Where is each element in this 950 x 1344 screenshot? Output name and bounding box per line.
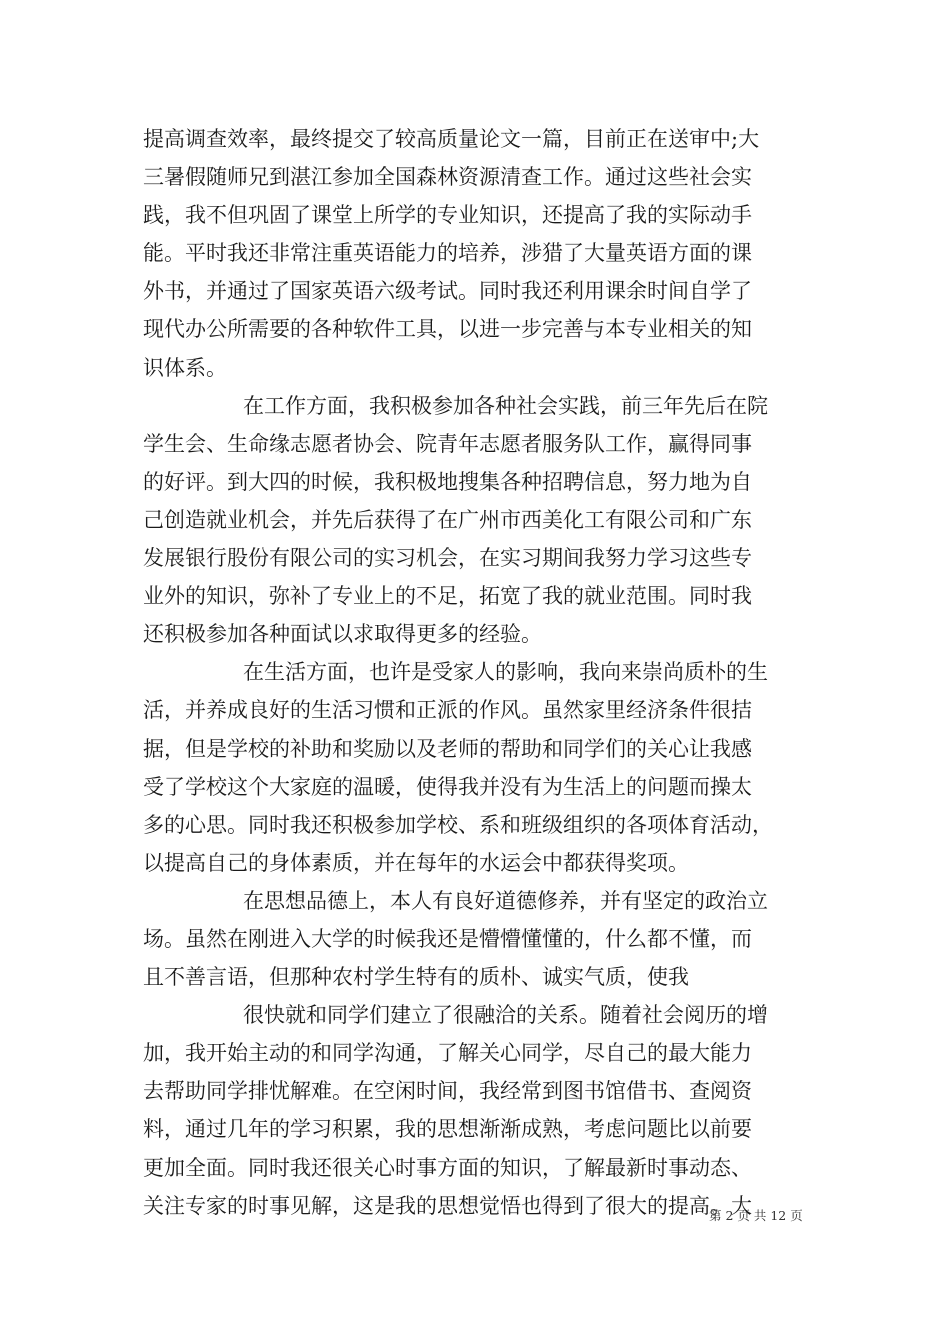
- text-line: 受了学校这个大家庭的温暖，使得我并没有为生活上的问题而操太: [143, 774, 752, 799]
- text-line: 能。平时我还非常注重英语能力的培养，涉猎了大量英语方面的课: [143, 241, 752, 266]
- text-line: 外书，并通过了国家英语六级考试。同时我还利用课余时间自学了: [143, 279, 752, 304]
- text-line: 己创造就业机会，并先后获得了在广州市西美化工有限公司和广东: [143, 507, 752, 532]
- text-line: 以提高自己的身体素质，并在每年的水运会中都获得奖项。: [143, 850, 689, 875]
- text-line: 在工作方面，我积极参加各种社会实践，前三年先后在院: [243, 393, 768, 418]
- text-line: 更加全面。同时我还很关心时事方面的知识，了解最新时事动态、: [143, 1155, 752, 1180]
- text-line: 识体系。: [143, 355, 227, 380]
- text-line: 的好评。到大四的时候，我积极地搜集各种招聘信息，努力地为自: [143, 469, 752, 494]
- text-line: 关注专家的时事见解，这是我的思想觉悟也得到了很大的提高。大: [143, 1193, 752, 1218]
- text-line: 料，通过几年的学习积累，我的思想渐渐成熟，考虑问题比以前要: [143, 1117, 752, 1142]
- text-line: 据，但是学校的补助和奖励以及老师的帮助和同学们的关心让我感: [143, 736, 752, 761]
- text-line: 发展银行股份有限公司的实习机会，在实习期间我努力学习这些专: [143, 546, 752, 571]
- text-line: 还积极参加各种面试以求取得更多的经验。: [143, 622, 542, 647]
- text-line: 活，并养成良好的生活习惯和正派的作风。虽然家里经济条件很拮: [143, 698, 752, 723]
- text-line: 多的心思。同时我还积极参加学校、系和班级组织的各项体育活动，: [143, 812, 773, 837]
- text-line: 学生会、生命缘志愿者协会、院青年志愿者服务队工作，赢得同事: [143, 431, 752, 456]
- text-line: 践，我不但巩固了课堂上所学的专业知识，还提高了我的实际动手: [143, 203, 752, 228]
- text-line: 在思想品德上，本人有良好道德修养，并有坚定的政治立: [243, 888, 768, 913]
- text-line: 很快就和同学们建立了很融洽的关系。随着社会阅历的增: [243, 1003, 768, 1028]
- text-line: 提高调查效率，最终提交了较高质量论文一篇，目前正在送审中;大: [143, 127, 760, 151]
- page-number: 第 2 页 共 12 页: [709, 1208, 803, 1223]
- text-line: 场。虽然在刚进入大学的时候我还是懵懵懂懂的，什么都不懂，而: [143, 926, 752, 951]
- page-footer: [0, 1206, 950, 1226]
- text-line: 现代办公所需要的各种软件工具，以进一步完善与本专业相关的知: [143, 317, 752, 342]
- text-line: 加，我开始主动的和同学沟通，了解关心同学，尽自己的最大能力: [143, 1041, 752, 1066]
- text-line: 去帮助同学排忧解难。在空闲时间，我经常到图书馆借书、查阅资: [143, 1079, 752, 1104]
- document-body: [143, 120, 811, 1225]
- text-line: 在生活方面，也许是受家人的影响，我向来崇尚质朴的生: [243, 660, 768, 685]
- text-line: 业外的知识，弥补了专业上的不足，拓宽了我的就业范围。同时我: [143, 584, 752, 609]
- text-line: 且不善言语，但那种农村学生特有的质朴、诚实气质，使我: [143, 965, 689, 990]
- text-line: 三暑假随师兄到湛江参加全国森林资源清查工作。通过这些社会实: [143, 165, 752, 190]
